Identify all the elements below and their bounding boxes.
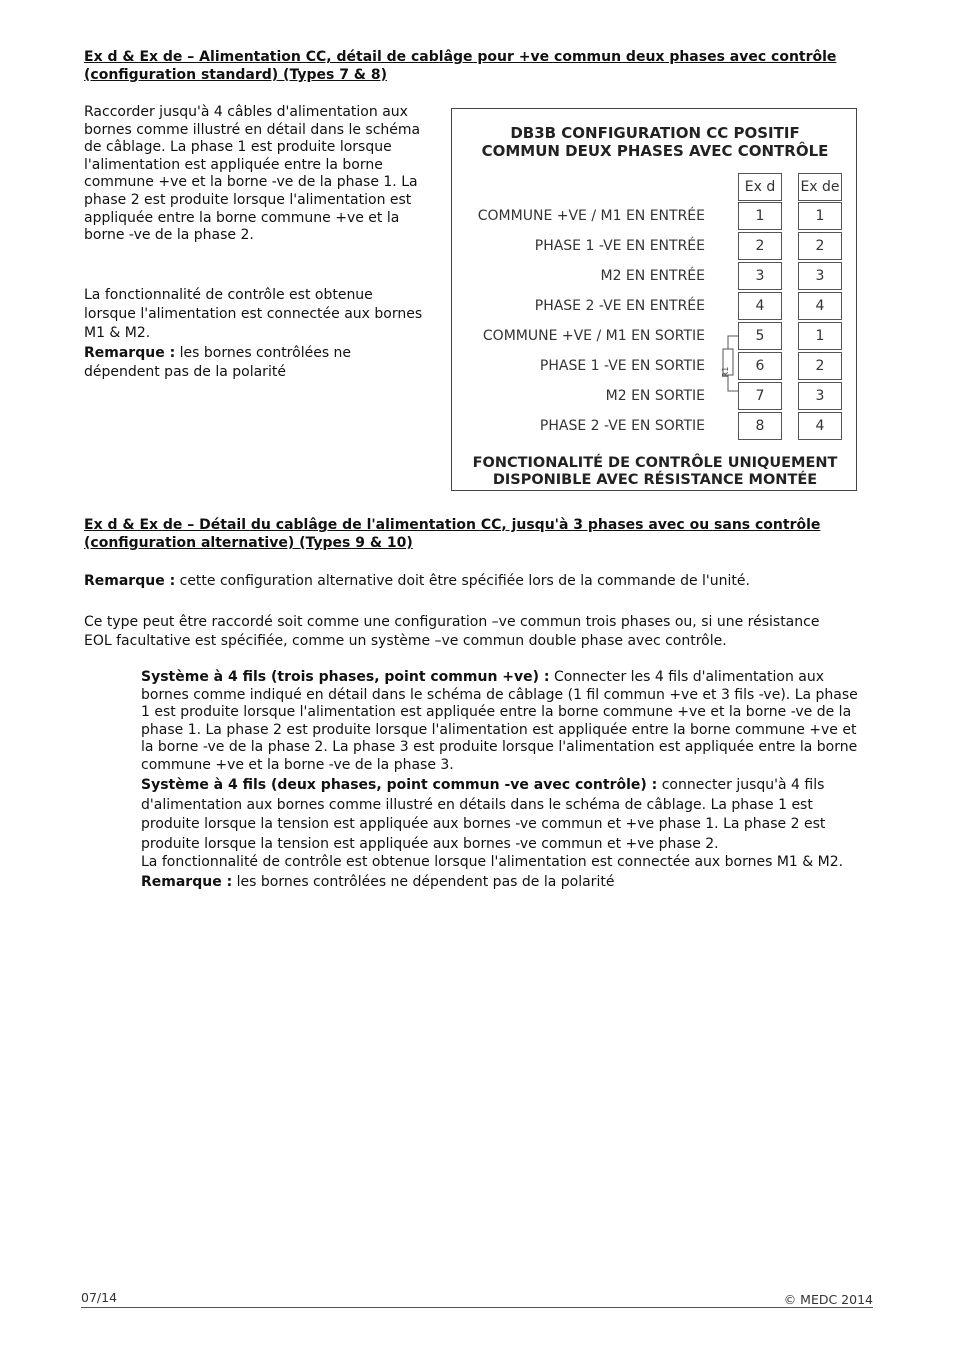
exd-terminal-cell: 6 [738, 352, 782, 380]
section2-note2 [141, 873, 864, 892]
resistor-r1-wiring [714, 327, 740, 399]
exde-terminal-cell: 4 [798, 412, 842, 440]
terminal-row-label: M2 EN SORTIE [605, 388, 705, 404]
diagram-title-line2: COMMUN DEUX PHASES AVEC CONTRÔLE [481, 142, 829, 160]
exde-terminal-cell: 3 [798, 382, 842, 410]
column-header-exde: Ex de [798, 173, 842, 201]
note-text: les bornes contrôlées ne dépendent pas de la polarité [232, 874, 615, 890]
exd-terminal-cell: 4 [738, 292, 782, 320]
exde-terminal-cell: 2 [798, 352, 842, 380]
exde-terminal-cell: 2 [798, 232, 842, 260]
note-label: Remarque : [141, 874, 233, 890]
system1-text: Connecter les 4 fils d'alimentation aux bornes comme indiqué en détail dans le schéma de câblage (1 fil commun +ve et 3 fils -ve). La phase 1 est produite lorsque l'alimentation est appliquée entre la borne commune +ve et la borne -ve de la phase 1. La phase 2 est produite lorsque l'alimentation est appliquée entre la borne commune +ve et la borne -ve de la phase 2. La phase 3 est produite lorsque l'alimentation est appliquée entre la borne commune +ve et la borne -ve de la phase 3. [141, 669, 858, 773]
footer-copyright: © MEDC 2014 [783, 1292, 873, 1307]
section2-note [84, 573, 864, 591]
exde-terminal-cell: 1 [798, 202, 842, 230]
note-text: cette configuration alternative doit être spécifiée lors de la commande de l'unité. [175, 573, 750, 589]
exd-terminal-cell: 5 [738, 322, 782, 350]
diagram-footnote-line1: FONCTIONALITÉ DE CONTRÔLE UNIQUEMENT [472, 455, 838, 471]
section2-paragraph: Ce type peut être raccordé soit comme une configuration –ve commun trois phases ou, si une résistance EOL facultative est spécifiée, comme un système –ve commun double phase avec contrôle. [84, 614, 820, 649]
diagram-title-line1: DB3B CONFIGURATION CC POSITIF [510, 124, 800, 142]
wiring-diagram [451, 108, 857, 491]
terminal-row-label: PHASE 1 -VE EN SORTIE [539, 358, 705, 374]
footer-divider [81, 1307, 873, 1308]
system2-text: connecter jusqu'à 4 fils d'alimentation aux bornes comme illustré en détails dans le schéma de câblage. La phase 1 est produite lorsque la tension est appliquée aux bornes -ve commun et +ve phase 1. La phase 2 est produite lorsque la tension est appliquée aux bornes -ve commun et +ve phase 2. [141, 777, 826, 852]
terminal-row-label: M2 EN ENTRÉE [600, 268, 705, 284]
diagram-footnote-line2: DISPONIBLE AVEC RÉSISTANCE MONTÉE [492, 472, 818, 488]
exde-terminal-cell: 3 [798, 262, 842, 290]
footer-date: 07/14 [81, 1290, 118, 1305]
exde-terminal-cell: 4 [798, 292, 842, 320]
terminal-row-label: PHASE 1 -VE EN ENTRÉE [534, 238, 705, 254]
system2-label: Système à 4 fils (deux phases, point commun -ve avec contrôle) : [141, 777, 658, 793]
section2-heading: Ex d & Ex de – Détail du cablâge de l'alimentation CC, jusqu'à 3 phases avec ou sans contrôle (configuration alternative) (Types 9 & 10) [84, 517, 821, 551]
exd-terminal-cell: 2 [738, 232, 782, 260]
terminal-row-label: COMMUNE +VE / M1 EN SORTIE [482, 328, 705, 344]
terminal-row-label: PHASE 2 -VE EN SORTIE [539, 418, 705, 434]
exd-terminal-cell: 3 [738, 262, 782, 290]
note-label: Remarque : [84, 345, 176, 361]
section1-note [84, 344, 424, 382]
section1-paragraph-2: La fonctionnalité de contrôle est obtenue lorsque l'alimentation est connectée aux bornes M1 & M2. [84, 287, 423, 341]
section1-heading: Ex d & Ex de – Alimentation CC, détail de cablâge pour +ve commun deux phases avec contrôle (configuration standard) (Types 7 & 8) [84, 49, 837, 83]
exde-terminal-cell: 1 [798, 322, 842, 350]
system1-description [141, 669, 864, 775]
note-text: les bornes contrôlées ne dépendent pas de la polarité [84, 345, 352, 380]
terminal-row-label: COMMUNE +VE / M1 EN ENTRÉE [477, 208, 705, 224]
terminal-row-label: PHASE 2 -VE EN ENTRÉE [534, 298, 705, 314]
exd-terminal-cell: 7 [738, 382, 782, 410]
control-functionality-text: La fonctionnalité de contrôle est obtenue lorsque l'alimentation est connectée aux bornes M1 & M2. [141, 854, 844, 870]
system2-description [141, 776, 864, 854]
system1-label: Système à 4 fils (trois phases, point commun +ve) : [141, 669, 550, 685]
exd-terminal-cell: 1 [738, 202, 782, 230]
section1-paragraph-1: Raccorder jusqu'à 4 câbles d'alimentation aux bornes comme illustré en détail dans le schéma de câblage. La phase 1 est produite lorsque l'alimentation est appliquée entre la borne commune +ve et la borne -ve de la phase 1. La phase 2 est produite lorsque l'alimentation est appliquée entre la borne commune +ve et la borne -ve de la phase 2. [84, 104, 421, 244]
note-label: Remarque : [84, 573, 176, 589]
column-header-exd: Ex d [738, 173, 782, 201]
resistor-r1-label: R1 [721, 366, 730, 378]
exd-terminal-cell: 8 [738, 412, 782, 440]
